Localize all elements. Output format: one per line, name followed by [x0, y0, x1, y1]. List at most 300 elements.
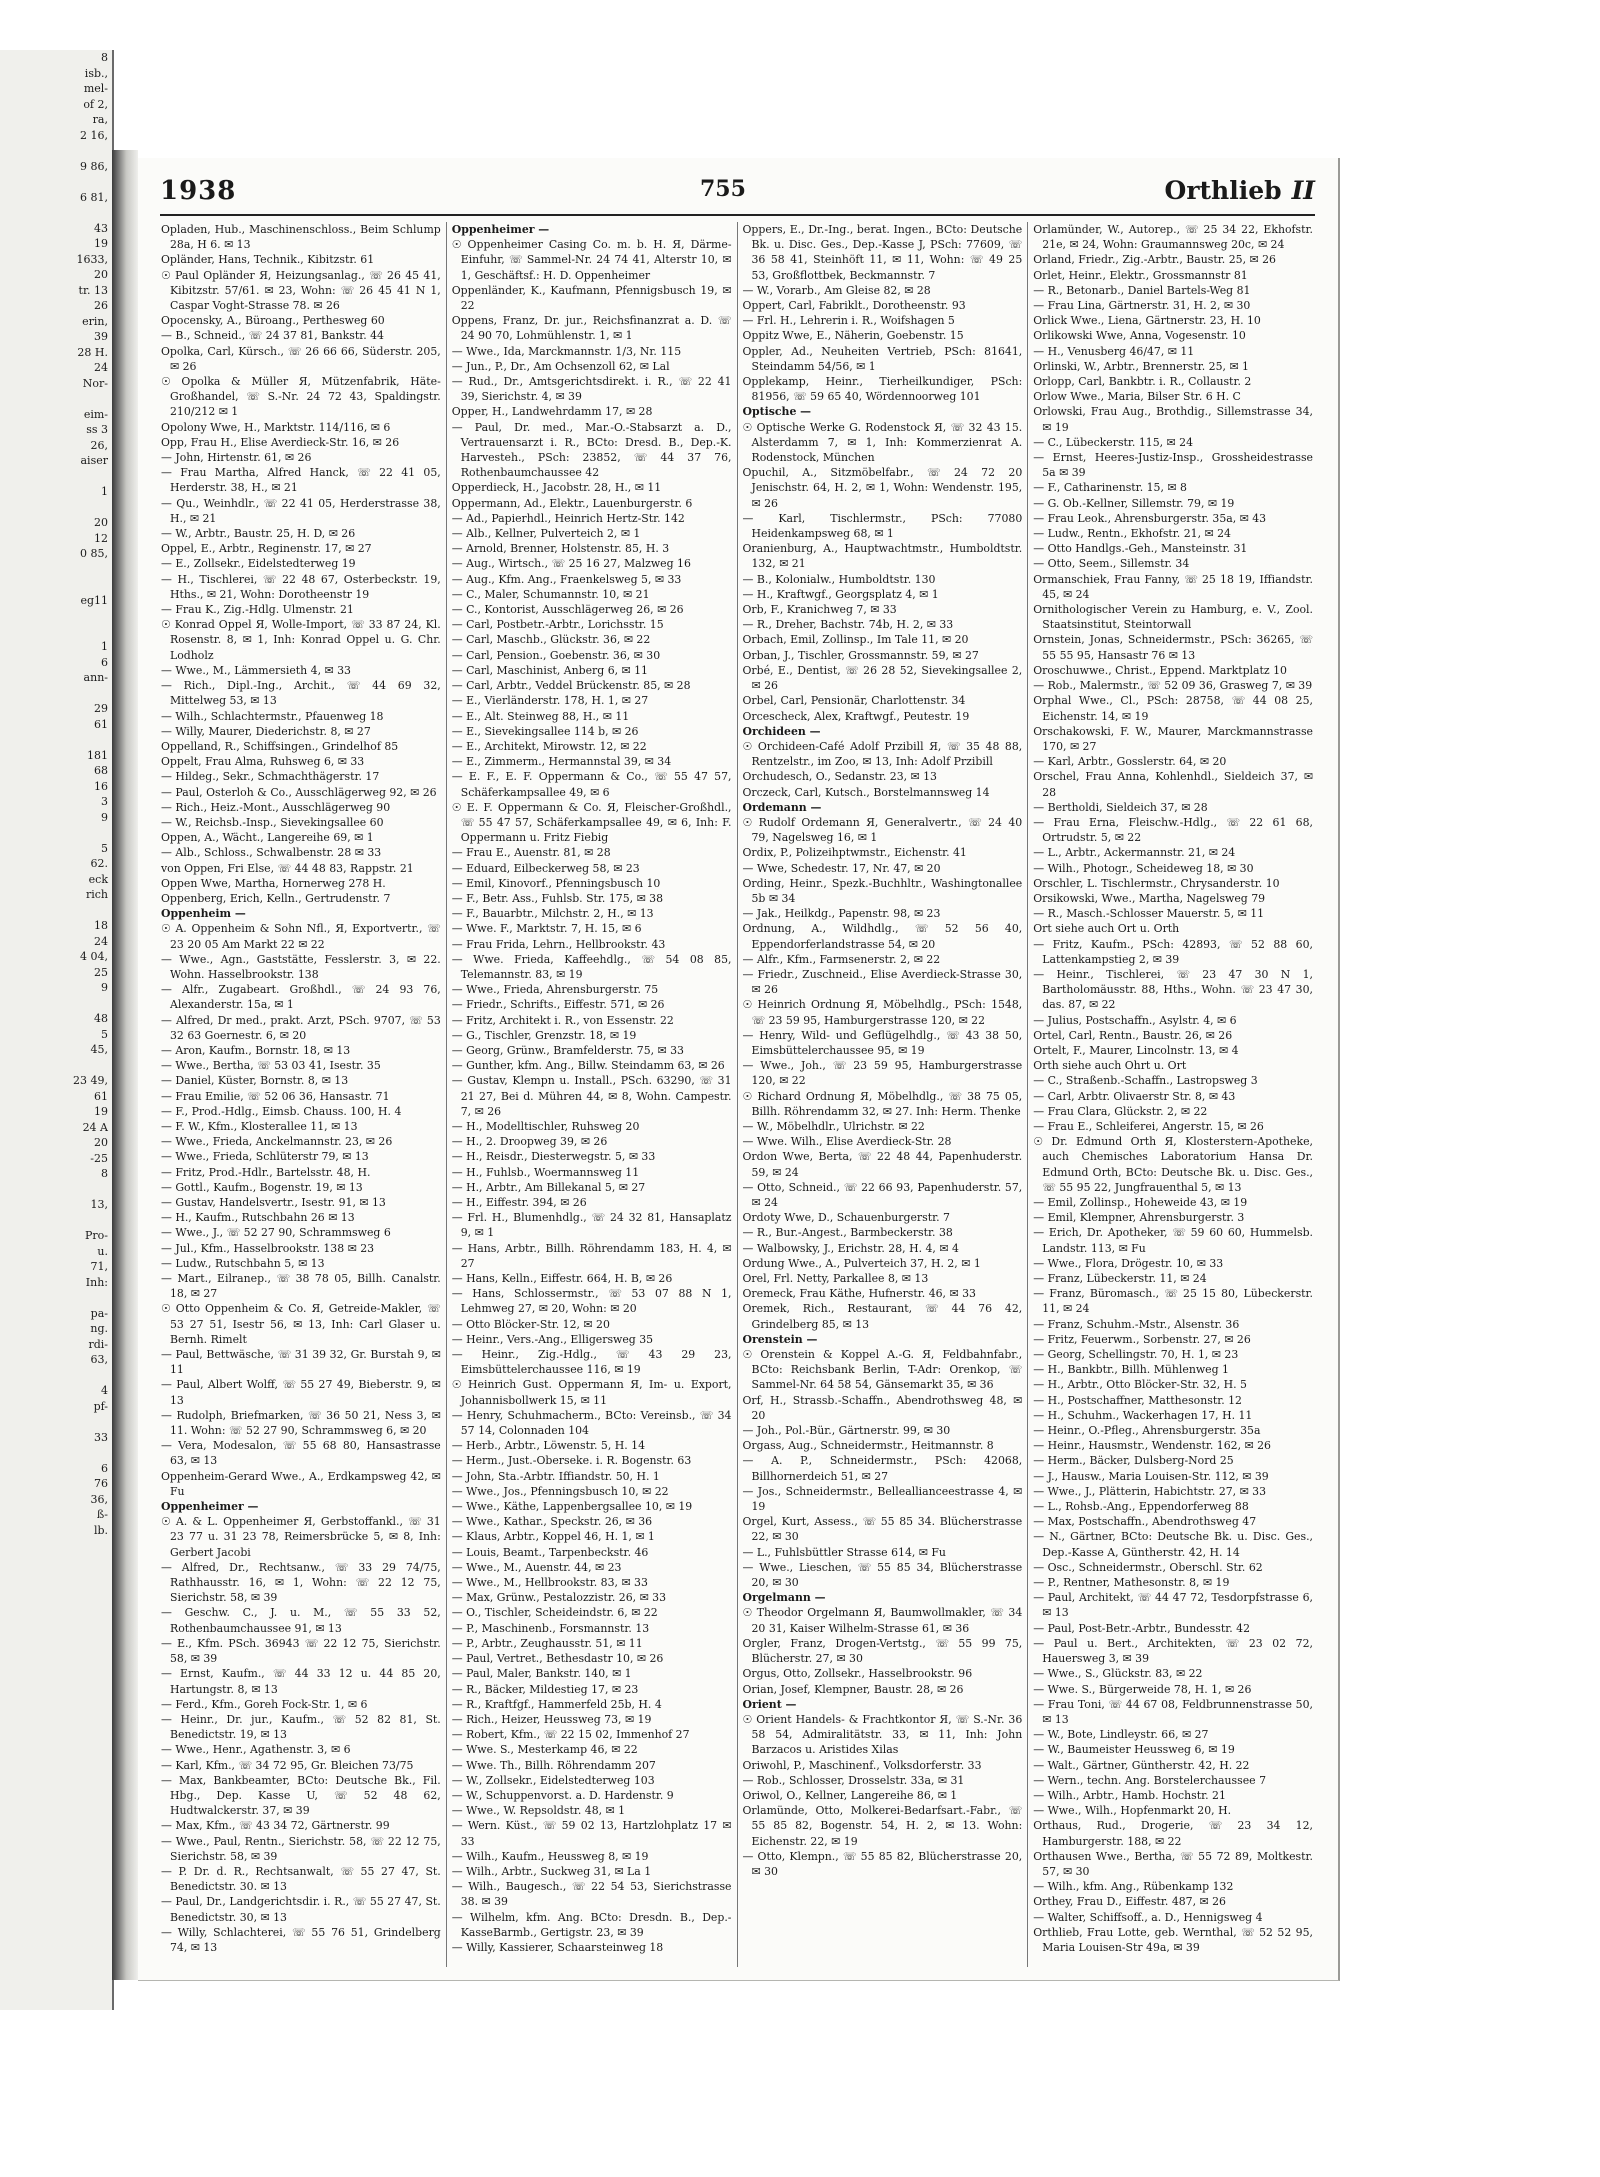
directory-entry: — B., Kolonialw., Humboldtstr. 130: [742, 572, 936, 586]
directory-entry: — Wern. Küst., ☏ 59 02 13, Hartzlohplatz 17 ✉ 33: [451, 1819, 732, 1848]
directory-entry: — A. P., Schneidermstr., PSch: 42068, Billhornerdeich 51, ✉ 27: [742, 1454, 1023, 1483]
edge-text-line: 68: [94, 764, 108, 777]
directory-entry: Orlowski, Frau Aug., Brothdig., Sillemstrasse 34, ✉ 19: [1033, 405, 1313, 434]
edge-text-line: rdi-: [88, 1337, 108, 1351]
directory-entry: — Arnold, Brenner, Holstenstr. 85, H. 3: [451, 542, 670, 556]
directory-entry: — C., Straßenb.-Schaffn., Lastropsweg 3: [1033, 1074, 1258, 1088]
page-number: 755: [700, 176, 746, 202]
directory-entry: — Heinr., O.-Pfleg., Ahrensburgerstr. 35a: [1033, 1424, 1261, 1438]
directory-entry: — B., Schneid., ☏ 24 37 81, Bankstr. 44: [161, 329, 384, 343]
directory-entry: Oremek, Rich., Restaurant, ☏ 44 76 42, Grindelberg 85, ✉ 13: [742, 1302, 1023, 1331]
directory-entry: — W., Reichsb.-Insp., Sievekingsallee 60: [161, 815, 384, 829]
directory-entry: — Otto, Schneid., ☏ 22 66 93, Papenhuderstr. 57, ✉ 24: [742, 1180, 1023, 1209]
directory-entry: — Frau K., Zig.-Hdlg. Ulmenstr. 21: [161, 603, 354, 617]
directory-entry: — H., Arbtr., Am Billekanal 5, ✉ 27: [451, 1180, 646, 1194]
directory-entry: Oppert, Carl, Fabriklt., Dorotheenstr. 93: [742, 299, 966, 313]
column-4: [1028, 222, 1318, 1967]
directory-entry: — Wwe., Frieda, Anckelmannstr. 23, ✉ 26: [161, 1135, 393, 1149]
directory-entry: — Alfred, Dr., Rechtsanw., ☏ 33 29 74/75, Rathhausstr. 16, ✉ 1, Wohn: ☏ 22 12 75, Sierichstr. 58, ✉ 39: [161, 1560, 441, 1605]
directory-entry: — Walt., Gärtner, Güntherstr. 42, H. 22: [1033, 1758, 1250, 1772]
directory-entry: — N., Gärtner, BCto: Deutsche Bk. u. Disc. Ges., Dep.-Kasse A, Güntherstr. 42, H. 14: [1033, 1530, 1313, 1559]
directory-entry: — Geschw. C., J. u. M., ☏ 55 33 52, Rothenbaumchaussee 91, ✉ 13: [161, 1606, 441, 1635]
edge-text-line: 3: [101, 795, 108, 808]
edge-text-line: [0, 205, 112, 221]
edge-text-line: ng.: [90, 1322, 108, 1335]
edge-text-line: [0, 1290, 112, 1306]
edge-text-line: 181: [87, 748, 108, 762]
directory-entry: — Herb., Arbtr., Löwenstr. 5, H. 14: [451, 1439, 646, 1453]
directory-entry: — W., Zollsekr., Eidelstedterweg 103: [451, 1773, 655, 1787]
directory-entry: — Frau Erna, Fleischw.-Hdlg., ☏ 22 61 68, Ortrudstr. 5, ✉ 22: [1033, 815, 1313, 845]
edge-text-line: 12: [94, 531, 108, 545]
edge-text-line: Nor-: [82, 376, 108, 390]
edge-text-line: ß-: [96, 1508, 108, 1521]
edge-text-line: 20: [94, 268, 108, 281]
edge-text-line: 5: [101, 1027, 108, 1041]
directory-entry: — Wwe., Agn., Gaststätte, Fesslerstr. 3, ✉ 22. Wohn. Hasselbrookstr. 138: [161, 952, 441, 981]
directory-entry: Opuchil, A., Sitzmöbelfabr., ☏ 24 72 20 Jenischstr. 64, H. 2, ✉ 1, Wohn: Wendenstr. 195, ✉ 26: [742, 466, 1023, 510]
directory-entry: — Louis, Beamt., Tarpenbeckstr. 46: [451, 1545, 649, 1559]
directory-entry: Orlamünder, W., Autorep., ☏ 25 34 22, Ekhofstr. 21e, ✉ 24, Wohn: Graumannsweg 20c, ✉ 24: [1033, 223, 1313, 252]
edge-text-line: 4 04,: [80, 950, 108, 963]
edge-text-line: [0, 1182, 112, 1198]
directory-entry: ☉ Rudolf Ordemann Я, Generalvertr., ☏ 24 40 79, Nagelsweg 16, ✉ 1: [742, 815, 1023, 845]
directory-entry: Orb, F., Kranichweg 7, ✉ 33: [742, 603, 897, 617]
directory-entry: Oremeck, Frau Käthe, Hufnerstr. 46, ✉ 33: [742, 1287, 976, 1301]
directory-entry: — Fritz, Architekt i. R., von Essenstr. 22: [451, 1013, 674, 1027]
directory-entry: — Wwe., J., Plätterin, Habichtstr. 27, ✉ 33: [1033, 1484, 1267, 1498]
directory-entry: Optische —: [742, 405, 812, 419]
directory-entry: — H., Schuhm., Wackerhagen 17, H. 11: [1033, 1408, 1253, 1422]
directory-entry: — H., Eiffestr. 394, ✉ 26: [451, 1196, 587, 1209]
edge-text-line: 18: [94, 919, 108, 932]
directory-entry: — Willy, Maurer, Diederichstr. 8, ✉ 27: [161, 724, 371, 738]
directory-entry: Orthaus, Rud., Drogerie, ☏ 23 34 12, Hamburgerstr. 188, ✉ 22: [1033, 1819, 1313, 1848]
edge-text-line: eg11: [80, 593, 108, 607]
directory-entry: — Wwe., Frieda, Ahrensburgerstr. 75: [451, 983, 659, 997]
directory-entry: — W., Baumeister Heussweg 6, ✉ 19: [1033, 1743, 1235, 1757]
directory-entry: — Wwe. Th., Billh. Röhrendamm 207: [451, 1758, 656, 1772]
directory-entry: — H., Kaufm., Rutschbahn 26 ✉ 13: [161, 1211, 355, 1225]
edge-text-line: 63,: [90, 1353, 108, 1366]
directory-entry: — Rud., Dr., Amtsgerichtsdirekt. i. R., ☏ 22 41 39, Sierichstr. 4, ✉ 39: [451, 375, 732, 404]
directory-entry: — R., Dreher, Bachstr. 74b, H. 2, ✉ 33: [742, 618, 954, 632]
directory-entry: — Georg, Grünw., Bramfelderstr. 75, ✉ 33: [451, 1043, 684, 1057]
directory-entry: — Frau Emilie, ☏ 52 06 36, Hansastr. 71: [161, 1089, 390, 1103]
directory-entry: — Friedr., Schrifts., Eiffestr. 571, ✉ 26: [451, 998, 665, 1012]
directory-entry: — Rob., Schlosser, Drosselstr. 33a, ✉ 31: [742, 1773, 965, 1787]
directory-entry: ☉ Heinrich Ordnung Я, Möbelhdlg., PSch: 1548, ☏ 23 59 95, Hamburgerstrasse 120, ✉ 22: [742, 998, 1023, 1027]
directory-entry: — Wwe., M., Hellbrookstr. 83, ✉ 33: [451, 1576, 648, 1590]
directory-entry: ☉ Dr. Edmund Orth Я, Klosterstern-Apotheke, auch Chemisches Laboratorium Hansa Dr. Edmund Orth, BCto: Deutsche Bk. u. Disc. Ges., ☏ 55 95 22, Jungfrauenthal 5, ✉ 13: [1033, 1135, 1313, 1194]
edge-text-line: 26,: [90, 438, 108, 452]
directory-entry: Orlamünde, Otto, Molkerei-Bedarfsart.-Fabr., ☏ 55 85 82, Bogenstr. 54, H. 2, ✉ 13. Wohn: Eichenstr. 22, ✉ 19: [742, 1804, 1023, 1848]
directory-entry: — H., Kraftwgf., Georgsplatz 4, ✉ 1: [742, 587, 939, 601]
edge-text-line: 6: [101, 655, 108, 669]
directory-entry: Orlinski, W., Arbtr., Brennerstr. 25, ✉ 1: [1033, 359, 1249, 373]
edge-text-line: 23 49,: [73, 1074, 108, 1087]
directory-entry: — Otto Handlgs.-Geh., Mansteinstr. 31: [1033, 542, 1248, 556]
edge-text-line: 71,: [90, 1260, 108, 1273]
directory-entry: Orlick Wwe., Liena, Gärtnerstr. 23, H. 10: [1033, 314, 1261, 328]
directory-entry: — Wilh., Photogr., Scheideweg 18, ✉ 30: [1033, 861, 1254, 875]
header-year: 1938: [160, 176, 237, 206]
edge-text-line: 45,: [90, 1043, 108, 1056]
directory-entry: — Gottl., Kaufm., Bogenstr. 19, ✉ 13: [161, 1180, 363, 1194]
directory-entry: — Wwe., Kathar., Speckstr. 26, ✉ 36: [451, 1515, 653, 1529]
directory-entry: — Hans, Arbtr., Billh. Röhrendamm 183, H. 4, ✉ 27: [451, 1241, 732, 1270]
edge-text-line: 9: [101, 810, 108, 824]
edge-text-line: 36,: [90, 1492, 108, 1506]
column-1: [156, 222, 447, 1967]
directory-entry: — W., Möbelhdlr., Ulrichstr. ✉ 22: [742, 1119, 925, 1133]
directory-entry: Orth siehe auch Ohrt u. Ort: [1033, 1059, 1187, 1073]
directory-entry: — Julius, Postschaffn., Asylstr. 4, ✉ 6: [1033, 1013, 1237, 1027]
directory-entry: — Wwe., Flora, Drögestr. 10, ✉ 33: [1033, 1256, 1224, 1270]
directory-entry: Orthey, Frau D., Eiffestr. 487, ✉ 26: [1033, 1895, 1226, 1909]
directory-entry: — Frau Frida, Lehrn., Hellbrookstr. 43: [451, 937, 666, 951]
directory-entry: Orthausen Wwe., Bertha, ☏ 55 72 89, Moltkestr. 57, ✉ 30: [1033, 1849, 1313, 1878]
edge-text-line: 43: [94, 221, 108, 235]
directory-entry: ☉ Heinrich Gust. Oppermann Я, Im- u. Export, Johannisbollwerk 15, ✉ 11: [451, 1378, 732, 1407]
directory-entry: — Wwe., J., ☏ 52 27 90, Schrammsweg 6: [161, 1226, 391, 1240]
directory-entry: — Wwe. S., Mesterkamp 46, ✉ 22: [451, 1743, 638, 1757]
directory-entry: Orgler, Franz, Drogen-Vertstg., ☏ 55 99 75, Blücherstr. 27, ✉ 30: [742, 1636, 1023, 1666]
column-3: [738, 222, 1029, 1967]
directory-entry: Orf, H., Strassb.-Schaffn., Abendrothsweg 48, ✉ 20: [742, 1393, 1023, 1422]
directory-entry: — Wwe., Bertha, ☏ 53 03 41, Isestr. 35: [161, 1059, 381, 1073]
directory-entry: — Jak., Heilkdg., Papenstr. 98, ✉ 23: [742, 907, 941, 921]
directory-entry: — Joh., Pol.-Bür., Gärtnerstr. 99, ✉ 30: [742, 1424, 951, 1438]
edge-text-line: [0, 608, 112, 624]
directory-entry: — Emil, Kinovorf., Pfenningsbusch 10: [451, 876, 661, 890]
directory-entry: — C., Kontorist, Ausschlägerweg 26, ✉ 26: [451, 603, 684, 617]
directory-entry: — E., Sievekingsallee 114 b, ✉ 26: [451, 724, 639, 738]
directory-entry: — Ernst, Heeres-Justiz-Insp., Grossheidestrasse 5a ✉ 39: [1033, 451, 1313, 480]
directory-entry: — Rich., Heizer, Heussweg 73, ✉ 19: [451, 1712, 652, 1726]
directory-entry: — O., Tischler, Scheideindstr. 6, ✉ 22: [451, 1606, 658, 1620]
directory-entry: — W., Schuppenvorst. a. D. Hardenstr. 9: [451, 1788, 674, 1802]
directory-entry: — Franz, Lübeckerstr. 11, ✉ 24: [1033, 1272, 1207, 1286]
edge-text-line: 24: [94, 934, 108, 948]
directory-entry: — L., Fuhlsbüttler Strasse 614, ✉ Fu: [742, 1545, 946, 1559]
directory-entry: — C., Maler, Schumannstr. 10, ✉ 21: [451, 587, 650, 601]
directory-entry: Opp, Frau H., Elise Averdieck-Str. 16, ✉ 26: [161, 435, 400, 449]
edge-text-line: [0, 391, 112, 407]
edge-text-line: [0, 996, 112, 1012]
directory-entry: — Wwe., Lieschen, ☏ 55 85 34, Blücherstrasse 20, ✉ 30: [742, 1560, 1023, 1590]
edge-text-line: [0, 469, 112, 485]
edge-text-line: [0, 624, 112, 640]
edge-text-line: [0, 174, 112, 190]
directory-entry: — Franz, Büromasch., ☏ 25 15 80, Lübeckerstr. 11, ✉ 24: [1033, 1287, 1313, 1316]
directory-entry: Oppen Wwe, Martha, Hornerweg 278 H.: [161, 876, 386, 890]
directory-entry: ☉ Orient Handels- & Frachtkontor Я, ☏ S.-Nr. 36 58 54, Admiralitätstr. 33, ✉ 11, Inh: John Barzacos u. Aristides Xilas: [742, 1712, 1023, 1757]
directory-entry: — Fritz, Kaufm., PSch: 42893, ☏ 52 88 60, Lattenkampstieg 2, ✉ 39: [1033, 937, 1313, 966]
directory-entry: — Ludw., Rutschbahn 5, ✉ 13: [161, 1256, 325, 1270]
directory-entry: — Wwe., M., Auenstr. 44, ✉ 23: [451, 1560, 622, 1574]
directory-entry: Ordon Wwe, Berta, ☏ 22 48 44, Papenhuderstr. 59, ✉ 24: [742, 1150, 1023, 1179]
directory-entry: ☉ Paul Opländer Я, Heizungsanlag., ☏ 26 45 41, Kibitzstr. 57/61. ✉ 23, Wohn: ☏ 26 45 41 N 1, Caspar Voght-Strasse 78. ✉ 26: [161, 268, 441, 313]
directory-entry: — Robert, Kfm., ☏ 22 15 02, Immenhof 27: [451, 1728, 690, 1742]
header-title-name: Orthlieb: [1164, 176, 1282, 205]
directory-entry: — R., Kraftfgf., Hammerfeld 25b, H. 4: [451, 1697, 662, 1711]
directory-entry: — Carl, Pension., Goebenstr. 36, ✉ 30: [451, 648, 661, 662]
edge-text-line: 24 A: [82, 1120, 108, 1134]
directory-entry: — Vera, Modesalon, ☏ 55 68 80, Hansastrasse 63, ✉ 13: [161, 1439, 441, 1468]
directory-entry: Oriwohl, P., Maschinenf., Volksdorferstr. 33: [742, 1758, 982, 1772]
directory-entry: Orian, Josef, Klempner, Baustr. 28, ✉ 26: [742, 1682, 964, 1696]
directory-entry: Oranienburg, A., Hauptwachtmstr., Humboldtstr. 132, ✉ 21: [742, 542, 1023, 571]
directory-entry: — E., Alt. Steinweg 88, H., ✉ 11: [451, 709, 630, 723]
directory-entry: Opländer, Hans, Technik., Kibitzstr. 61: [161, 253, 375, 267]
directory-entry: — Gustav, Handelsvertr., Isestr. 91, ✉ 13: [161, 1196, 386, 1209]
directory-entry: — Willy, Schlachterei, ☏ 55 76 51, Grindelberg 74, ✉ 13: [161, 1925, 441, 1954]
directory-entry: — E., Zimmerm., Hermannstal 39, ✉ 34: [451, 755, 672, 769]
directory-entry: Oppers, E., Dr.-Ing., berat. Ingen., BCto: Deutsche Bk. u. Disc. Ges., Dep.-Kasse J, PSch: 77609, ☏ 36 58 41, Steinhöft 11, ✉ 11, Wohn: ☏ 49 25 53, Großflottbek, Beckmannstr. 7: [742, 223, 1023, 282]
directory-entry: — F., Prod.-Hdlg., Eimsb. Chauss. 100, H. 4: [161, 1104, 402, 1118]
directory-entry: — H., 2. Droopweg 39, ✉ 26: [451, 1135, 608, 1149]
directory-entry: von Oppen, Fri Else, ☏ 44 48 83, Rappstr. 21: [161, 861, 414, 875]
directory-entry: — Heinr., Vers.-Ang., Elligersweg 35: [451, 1332, 654, 1346]
directory-entry: — L., Arbtr., Ackermannstr. 21, ✉ 24: [1033, 846, 1236, 860]
directory-entry: — Frl. H., Blumenhdlg., ☏ 24 32 81, Hansaplatz 9, ✉ 1: [451, 1211, 732, 1240]
directory-entry: Orschel, Frau Anna, Kohlenhdl., Sieldeich 37, ✉ 28: [1033, 770, 1313, 799]
directory-entry: — Wwe. Wilh., Elise Averdieck-Str. 28: [742, 1135, 952, 1149]
directory-entry: — Frau Toni, ☏ 44 67 08, Feldbrunnenstrasse 50, ✉ 13: [1033, 1697, 1313, 1726]
directory-entry: — J., Hausw., Maria Louisen-Str. 112, ✉ 39: [1033, 1469, 1269, 1483]
edge-text-line: [0, 562, 112, 578]
edge-text-line: 61: [94, 717, 108, 731]
directory-entry: Ordnung, A., Wildhdlg., ☏ 52 56 40, Eppendorferlandstrasse 54, ✉ 20: [742, 922, 1023, 951]
directory-entry: — R., Bäcker, Mildestieg 17, ✉ 23: [451, 1682, 639, 1696]
directory-entry: Opocensky, A., Büroang., Perthesweg 60: [161, 314, 385, 328]
directory-entry: — Henry, Schuhmacherm., BCto: Vereinsb., ☏ 34 57 14, Colonnaden 104: [451, 1408, 732, 1438]
directory-entry: Orland, Friedr., Zig.-Arbtr., Baustr. 25, ✉ 26: [1033, 253, 1276, 267]
directory-entry: Ornithologischer Verein zu Hamburg, e. V., Zool. Staatsinstitut, Steintorwall: [1033, 603, 1313, 632]
edge-text-line: [0, 903, 112, 919]
directory-entry: — Osc., Schneidermstr., Oberschl. Str. 62: [1033, 1560, 1263, 1574]
directory-entry: — Wilh., Arbtr., Suckweg 31, ✉ La 1: [451, 1864, 652, 1878]
edge-text-line: [0, 686, 112, 702]
directory-entry: ☉ Orenstein & Koppel A.-G. Я, Feldbahnfabr., BCto: Reichsbank Berlin, T-Adr: Orenkop, ☏ Sammel-Nr. 64 58 54, Gänsemarkt 35, ✉ 36: [742, 1348, 1023, 1392]
directory-entry: — Emil, Klempner, Ahrensburgerstr. 3: [1033, 1211, 1245, 1225]
directory-entry: — W., Bote, Lindleystr. 66, ✉ 27: [1033, 1728, 1209, 1742]
directory-entry: Orchideen —: [742, 724, 821, 738]
directory-entry: — Ad., Papierhdl., Heinrich Hertz-Str. 142: [451, 511, 685, 525]
directory-entry: — P. Dr. d. R., Rechtsanwalt, ☏ 55 27 47, St. Benedictstr. 30. ✉ 13: [161, 1864, 441, 1894]
directory-entry: Ording, Heinr., Spezk.-Buchhltr., Washingtonallee 5b ✉ 34: [742, 876, 1023, 905]
directory-entry: — P., Rentner, Mathesonstr. 8, ✉ 19: [1033, 1576, 1230, 1590]
directory-entry: — Herm., Just.-Oberseke. i. R. Bogenstr. 63: [451, 1454, 692, 1468]
directory-entry: — Wwe. Frieda, Kaffeehdlg., ☏ 54 08 85, Telemannstr. 83, ✉ 19: [451, 952, 732, 981]
directory-entry: Oppen, A., Wächt., Langereihe 69, ✉ 1: [161, 831, 374, 845]
directory-entry: — Rich., Heiz.-Mont., Ausschlägerweg 90: [161, 800, 391, 814]
directory-entry: — H., Tischlerei, ☏ 22 48 67, Osterbeckstr. 19, Hths., ✉ 21, Wohn: Dorotheenstr 19: [161, 572, 441, 601]
directory-entry: — Otto, Klempn., ☏ 55 85 82, Blücherstrasse 20, ✉ 30: [742, 1849, 1023, 1878]
directory-entry: — Ludw., Rentn., Ekhofstr. 21, ✉ 24: [1033, 527, 1231, 541]
directory-entry: — Carl, Arbtr. Olivaerstr Str. 8, ✉ 43: [1033, 1089, 1236, 1103]
directory-entry: — R., Masch.-Schlosser Mauerstr. 5, ✉ 11: [1033, 907, 1265, 921]
directory-entry: — Franz, Schuhm.-Mstr., Alsenstr. 36: [1033, 1317, 1240, 1331]
directory-entry: — Wwe., W. Repsoldstr. 48, ✉ 1: [451, 1804, 626, 1818]
directory-entry: — G. Ob.-Kellner, Sillemstr. 79, ✉ 19: [1033, 496, 1235, 510]
directory-entry: — Mart., Eilranep., ☏ 38 78 05, Billh. Canalstr. 18, ✉ 27: [161, 1272, 441, 1301]
directory-entry: Orchudesch, O., Sedanstr. 23, ✉ 13: [742, 770, 937, 784]
directory-entry: — Friedr., Zuschneid., Elise Averdieck-Strasse 30, ✉ 26: [742, 967, 1023, 997]
directory-entry: — G., Tischler, Grenzstr. 18, ✉ 19: [451, 1028, 637, 1042]
edge-text-line: 19: [94, 1105, 108, 1118]
directory-entry: — Qu., Weinhdlr., ☏ 22 41 05, Herderstrasse 38, H., ✉ 21: [161, 496, 441, 525]
directory-entry: Oppitz Wwe, E., Näherin, Goebenstr. 15: [742, 329, 964, 343]
edge-text-line: erin,: [82, 314, 108, 328]
directory-entry: Orcescheck, Alex, Kraftwgf., Peutestr. 19: [742, 709, 970, 723]
edge-text-line: isb.,: [84, 66, 108, 80]
directory-entry: — Paul, Bettwäsche, ☏ 31 39 32, Gr. Burstah 9, ✉ 11: [161, 1348, 441, 1377]
edge-text-line: [0, 825, 112, 841]
directory-entry: — Erich, Dr. Apotheker, ☏ 59 60 60, Hummelsb. Landstr. 113, ✉ Fu: [1033, 1226, 1313, 1255]
edge-text-line: 48: [94, 1012, 108, 1025]
edge-text-line: ra,: [92, 113, 108, 126]
directory-entry: — Klaus, Arbtr., Koppel 46, H. 1, ✉ 1: [451, 1530, 655, 1544]
directory-entry: Opladen, Hub., Maschinenschloss., Beim Schlump 28a, H 6. ✉ 13: [161, 223, 441, 252]
edge-text-line: ann-: [83, 671, 108, 684]
directory-entry: — Karl, Arbtr., Gosslerstr. 64, ✉ 20: [1033, 755, 1227, 769]
directory-entry: — Karl, Kfm., ☏ 34 72 95, Gr. Bleichen 73/75: [161, 1758, 414, 1772]
directory-entry: ☉ Konrad Oppel Я, Wolle-Import, ☏ 33 87 24, Kl. Rosenstr. 8, ✉ 1, Inh: Konrad Oppel u. G. Chr. Lodholz: [161, 618, 441, 662]
edge-text-line: 20: [94, 516, 108, 529]
directory-entry: — Heinr., Zig.-Hdlg., ☏ 43 29 23, Eimsbüttelerchaussee 116, ✉ 19: [451, 1348, 732, 1377]
directory-entry: — Paul, Vertret., Bethesdastr 10, ✉ 26: [451, 1652, 664, 1666]
directory-entry: — Karl, Tischlermstr., PSch: 77080 Heidenkampsweg 68, ✉ 1: [742, 511, 1023, 541]
directory-entry: — Frau Martha, Alfred Hanck, ☏ 22 41 05, Herderstr. 38, H., ✉ 21: [161, 466, 441, 495]
directory-entry: — Wwe. S., Bürgerweide 78, H. 1, ✉ 26: [1033, 1682, 1252, 1696]
directory-entry: — Heinr., Hausmstr., Wendenstr. 162, ✉ 26: [1033, 1439, 1271, 1453]
directory-entry: — H., Bankbtr., Billh. Mühlenweg 1: [1033, 1363, 1229, 1377]
edge-text-line: lb.: [93, 1523, 108, 1537]
edge-text-line: [0, 732, 112, 748]
directory-entry: — Jos., Schneidermstr., Belleallianceestrasse 4, ✉ 19: [742, 1484, 1023, 1514]
directory-entry: — Rich., Dipl.-Ing., Archit., ☏ 44 69 32, Mittelweg 53, ✉ 13: [161, 679, 441, 708]
directory-entry: Oppenheim —: [161, 907, 246, 921]
directory-entry: Ordix, P., Polizeihptwmstr., Eichenstr. 41: [742, 846, 967, 860]
edge-text-line: 61: [94, 1089, 108, 1103]
directory-entry: — Emil, Zollinsp., Hoheweide 43, ✉ 19: [1033, 1196, 1248, 1209]
directory-entry: Orel, Frl. Netty, Parkallee 8, ✉ 13: [742, 1272, 929, 1286]
edge-text-line: u.: [97, 1244, 108, 1258]
directory-entry: — Otto Blöcker-Str. 12, ✉ 20: [451, 1317, 610, 1331]
directory-entry: Orschler, L. Tischlermstr., Chrysanderstr. 10: [1033, 876, 1280, 890]
directory-entry: — Walter, Schiffsoff., a. D., Hennigsweg 4: [1033, 1910, 1263, 1924]
directory-entry: — Ferd., Kfm., Goreh Fock-Str. 1, ✉ 6: [161, 1697, 368, 1711]
directory-entry: Ordung Wwe., A., Pulverteich 37, H. 2, ✉ 1: [742, 1256, 981, 1270]
directory-entry: — L., Rohsb.-Ang., Eppendorferweg 88: [1033, 1500, 1249, 1514]
directory-entry: ☉ Oppenheimer Casing Co. m. b. H. Я, Därme-Einfuhr, ☏ Sammel-Nr. 24 74 41, Alterstr 10, ✉ 1, Geschäftsf.: H. D. Oppenheimer: [451, 238, 732, 282]
directory-entry: — H., Reisdr., Diesterwegstr. 5, ✉ 33: [451, 1150, 656, 1164]
edge-text-line: [0, 500, 112, 516]
directory-entry: Oppens, Franz, Dr. jur., Reichsfinanzrat a. D. ☏ 24 90 70, Lohmühlenstr. 1, ✉ 1: [451, 314, 732, 343]
directory-entry: Ordemann —: [742, 800, 822, 814]
edge-text-line: 26: [94, 299, 108, 312]
directory-entry: ☉ Orchideen-Café Adolf Przibill Я, ☏ 35 48 88, Rentzelstr., im Zoo, ✉ 13, Inh: Adolf Przibill: [742, 739, 1023, 769]
directory-entry: Orschakowski, F. W., Maurer, Marckmannstrasse 170, ✉ 27: [1033, 724, 1313, 753]
directory-entry: Ortel, Carl, Rentn., Baustr. 26, ✉ 26: [1033, 1028, 1233, 1042]
directory-entry: — Paul, Osterloh & Co., Ausschlägerweg 92, ✉ 26: [161, 785, 437, 799]
directory-entry: — E., Kfm. PSch. 36943 ☏ 22 12 75, Sierichstr. 58, ✉ 39: [161, 1636, 441, 1666]
directory-entry: — Max, Postschaffn., Abendrothsweg 47: [1033, 1515, 1257, 1529]
directory-entry: — Wwe., Jos., Pfenningsbusch 10, ✉ 22: [451, 1484, 669, 1498]
edge-text-line: 25: [94, 965, 108, 979]
directory-entry: — Alb., Kellner, Pulverteich 2, ✉ 1: [451, 527, 641, 541]
directory-entry: — Carl, Maschinist, Anberg 6, ✉ 11: [451, 663, 648, 677]
directory-entry: — Paul u. Bert., Architekten, ☏ 23 02 72, Hauersweg 3, ✉ 39: [1033, 1636, 1313, 1666]
directory-entry: — Willy, Kassierer, Schaarsteinweg 18: [451, 1940, 664, 1954]
edge-text-line: rich: [85, 888, 108, 901]
directory-entry: — Wilh., Kaufm., Heussweg 8, ✉ 19: [451, 1849, 649, 1863]
directory-entry: Orbel, Carl, Pensionär, Charlottenstr. 34: [742, 694, 966, 708]
edge-text-line: aiser: [80, 454, 108, 467]
directory-entry: Orthlieb, Frau Lotte, geb. Wernthal, ☏ 52 52 95, Maria Louisen-Str 49a, ✉ 39: [1033, 1925, 1313, 1954]
directory-entry: — Aron, Kaufm., Bornstr. 18, ✉ 13: [161, 1043, 351, 1057]
directory-entry: — E., Architekt, Mirowstr. 12, ✉ 22: [451, 739, 647, 753]
directory-entry: Opperdieck, H., Jacobstr. 28, H., ✉ 11: [451, 481, 662, 495]
directory-entry: Orban, J., Tischler, Grossmannstr. 59, ✉ 27: [742, 648, 979, 662]
directory-entry: Opolka, Carl, Kürsch., ☏ 26 66 66, Süderstr. 205, ✉ 26: [161, 344, 441, 373]
directory-entry: — W., Arbtr., Baustr. 25, H. D, ✉ 26: [161, 527, 356, 541]
directory-entry: — Henry, Wild- und Geflügelhdlg., ☏ 43 38 50, Eimsbüttelerchaussee 95, ✉ 19: [742, 1028, 1023, 1057]
directory-entry: ☉ E. F. Oppermann & Co. Я, Fleischer-Großhdl., ☏ 55 47 57, Schäferkampsallee 49, ✉ 6, Inh: F. Oppermann u. Fritz Fiebig: [451, 800, 732, 845]
edge-text-line: 6 81,: [80, 190, 108, 204]
edge-text-line: 76: [94, 1477, 108, 1490]
edge-text-line: 19: [94, 237, 108, 250]
directory-entry: — Bertholdi, Sieldeich 37, ✉ 28: [1033, 800, 1208, 814]
directory-entry: — Carl, Arbtr., Veddel Brückenstr. 85, ✉ 28: [451, 679, 691, 693]
directory-entry: — Wilh., Schlachtermstr., Pfauenweg 18: [161, 709, 384, 723]
edge-text-line: 13,: [90, 1198, 108, 1211]
edge-text-line: [0, 1445, 112, 1461]
directory-entry: — P., Maschinenb., Forsmannstr. 13: [451, 1621, 650, 1635]
directory-entry: Oppler, Ad., Neuheiten Vertrieb, PSch: 81641, Steindamm 54/56, ✉ 1: [742, 344, 1023, 373]
directory-entry: — Jul., Kfm., Hasselbrookstr. 138 ✉ 23: [161, 1241, 375, 1255]
edge-text-line: pf-: [93, 1399, 108, 1413]
edge-text-line: 9: [101, 981, 108, 994]
edge-text-line: 20: [94, 1136, 108, 1149]
directory-entry: — Fritz, Prod.-Hdlr., Bartelsstr. 48, H.: [161, 1165, 371, 1179]
edge-text-line: 5: [101, 841, 108, 855]
directory-entry: — Gustav, Klempn u. Install., PSch. 63290, ☏ 31 21 27, Bei d. Mühren 44, ✉ 8, Wohn. Campestr. 7, ✉ 26: [451, 1074, 732, 1118]
directory-entry: — Paul, Dr., Landgerichtsdir. i. R., ☏ 55 27 47, St. Benedictstr. 30, ✉ 13: [161, 1895, 441, 1924]
directory-entry: — C., Lübeckerstr. 115, ✉ 24: [1033, 435, 1193, 449]
directory-entry: — Frau Lina, Gärtnerstr. 31, H. 2, ✉ 30: [1033, 299, 1251, 313]
directory-entry: Orgel, Kurt, Assess., ☏ 55 85 34. Blücherstrasse 22, ✉ 30: [742, 1515, 1023, 1544]
directory-columns: [156, 222, 1318, 1967]
directory-entry: — Max, Kfm., ☏ 43 34 72, Gärtnerstr. 99: [161, 1819, 390, 1833]
edge-text-line: 62.: [90, 857, 108, 870]
directory-entry: — Wwe, Schedestr. 17, Nr. 47, ✉ 20: [742, 861, 941, 875]
directory-entry: — Wwe. F., Marktstr. 7, H. 15, ✉ 6: [451, 922, 642, 936]
directory-entry: — H., Venusberg 46/47, ✉ 11: [1033, 344, 1195, 358]
directory-entry: Oppel, E., Arbtr., Reginenstr. 17, ✉ 27: [161, 542, 372, 556]
column-2: [447, 222, 738, 1967]
edge-text-line: [0, 1368, 112, 1384]
directory-entry: — Wwe., Ida, Marckmannstr. 1/3, Nr. 115: [451, 344, 682, 358]
edge-text-line: 2 16,: [80, 128, 108, 142]
directory-entry: — Paul, Albert Wolff, ☏ 55 27 49, Bieberstr. 9, ✉ 13: [161, 1378, 441, 1407]
directory-entry: — John, Sta.-Arbtr. Iffiandstr. 50, H. 1: [451, 1469, 660, 1483]
directory-entry: — Wern., techn. Ang. Borstelerchaussee 7: [1033, 1773, 1266, 1787]
edge-text-line: of 2,: [83, 97, 108, 111]
directory-entry: ☉ Optische Werke G. Rodenstock Я, ☏ 32 43 15. Alsterdamm 7, ✉ 1, Inh: Kommerzienrat A. Rodenstock, München: [742, 420, 1023, 465]
